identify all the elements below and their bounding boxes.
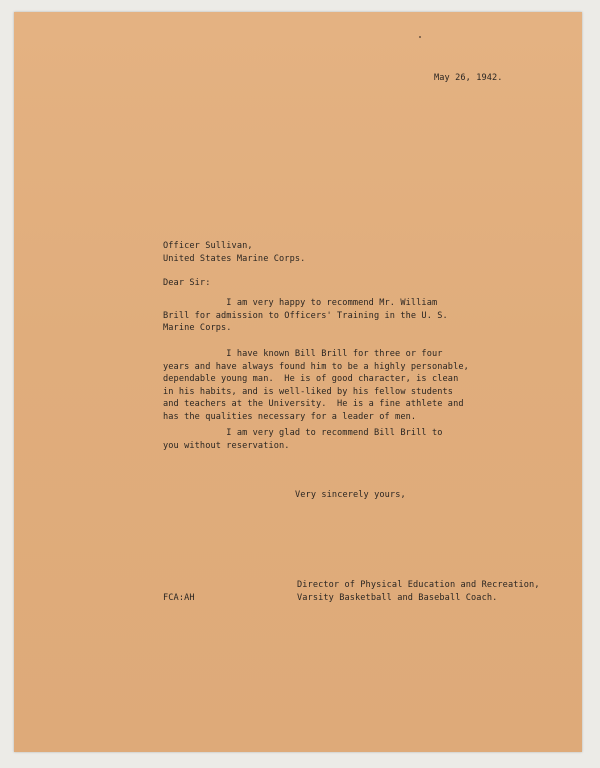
signature-line: Director of Physical Education and Recreation, <box>297 580 540 590</box>
letter-page <box>14 12 582 752</box>
body-paragraph-3 <box>163 427 443 452</box>
body-line: dependable young man. He is of good character, is clean <box>163 374 459 385</box>
paper-speck <box>419 36 421 38</box>
body-line: has the qualities necessary for a leader of men. <box>163 411 417 422</box>
body-line: and teachers at the University. He is a fine athlete and <box>163 399 464 410</box>
body-line: Brill for admission to Officers' Training in the U. S. <box>163 310 448 321</box>
body-paragraph-1 <box>163 297 448 335</box>
letter-date: May 26, 1942. <box>434 73 503 83</box>
body-line: I am very glad to recommend Bill Brill to <box>163 428 443 438</box>
body-line: you without reservation. <box>163 440 290 451</box>
body-line: I have known Bill Brill for three or four <box>163 349 443 359</box>
complimentary-closing: Very sincerely yours, <box>295 490 406 500</box>
recipient-line: United States Marine Corps. <box>163 253 306 264</box>
body-line: in his habits, and is well-liked by his fellow students <box>163 386 454 397</box>
body-line: years and have always found him to be a highly personable, <box>163 361 469 372</box>
signature-line: Varsity Basketball and Baseball Coach. <box>297 592 498 603</box>
recipient-block <box>163 240 305 265</box>
signature-title-block <box>297 579 540 604</box>
body-paragraph-2 <box>163 348 469 424</box>
recipient-line: Officer Sullivan, <box>163 241 253 251</box>
reference-initials: FCA:AH <box>163 593 195 603</box>
salutation: Dear Sir: <box>163 278 211 288</box>
body-line: Marine Corps. <box>163 323 232 334</box>
body-line: I am very happy to recommend Mr. William <box>163 298 438 308</box>
